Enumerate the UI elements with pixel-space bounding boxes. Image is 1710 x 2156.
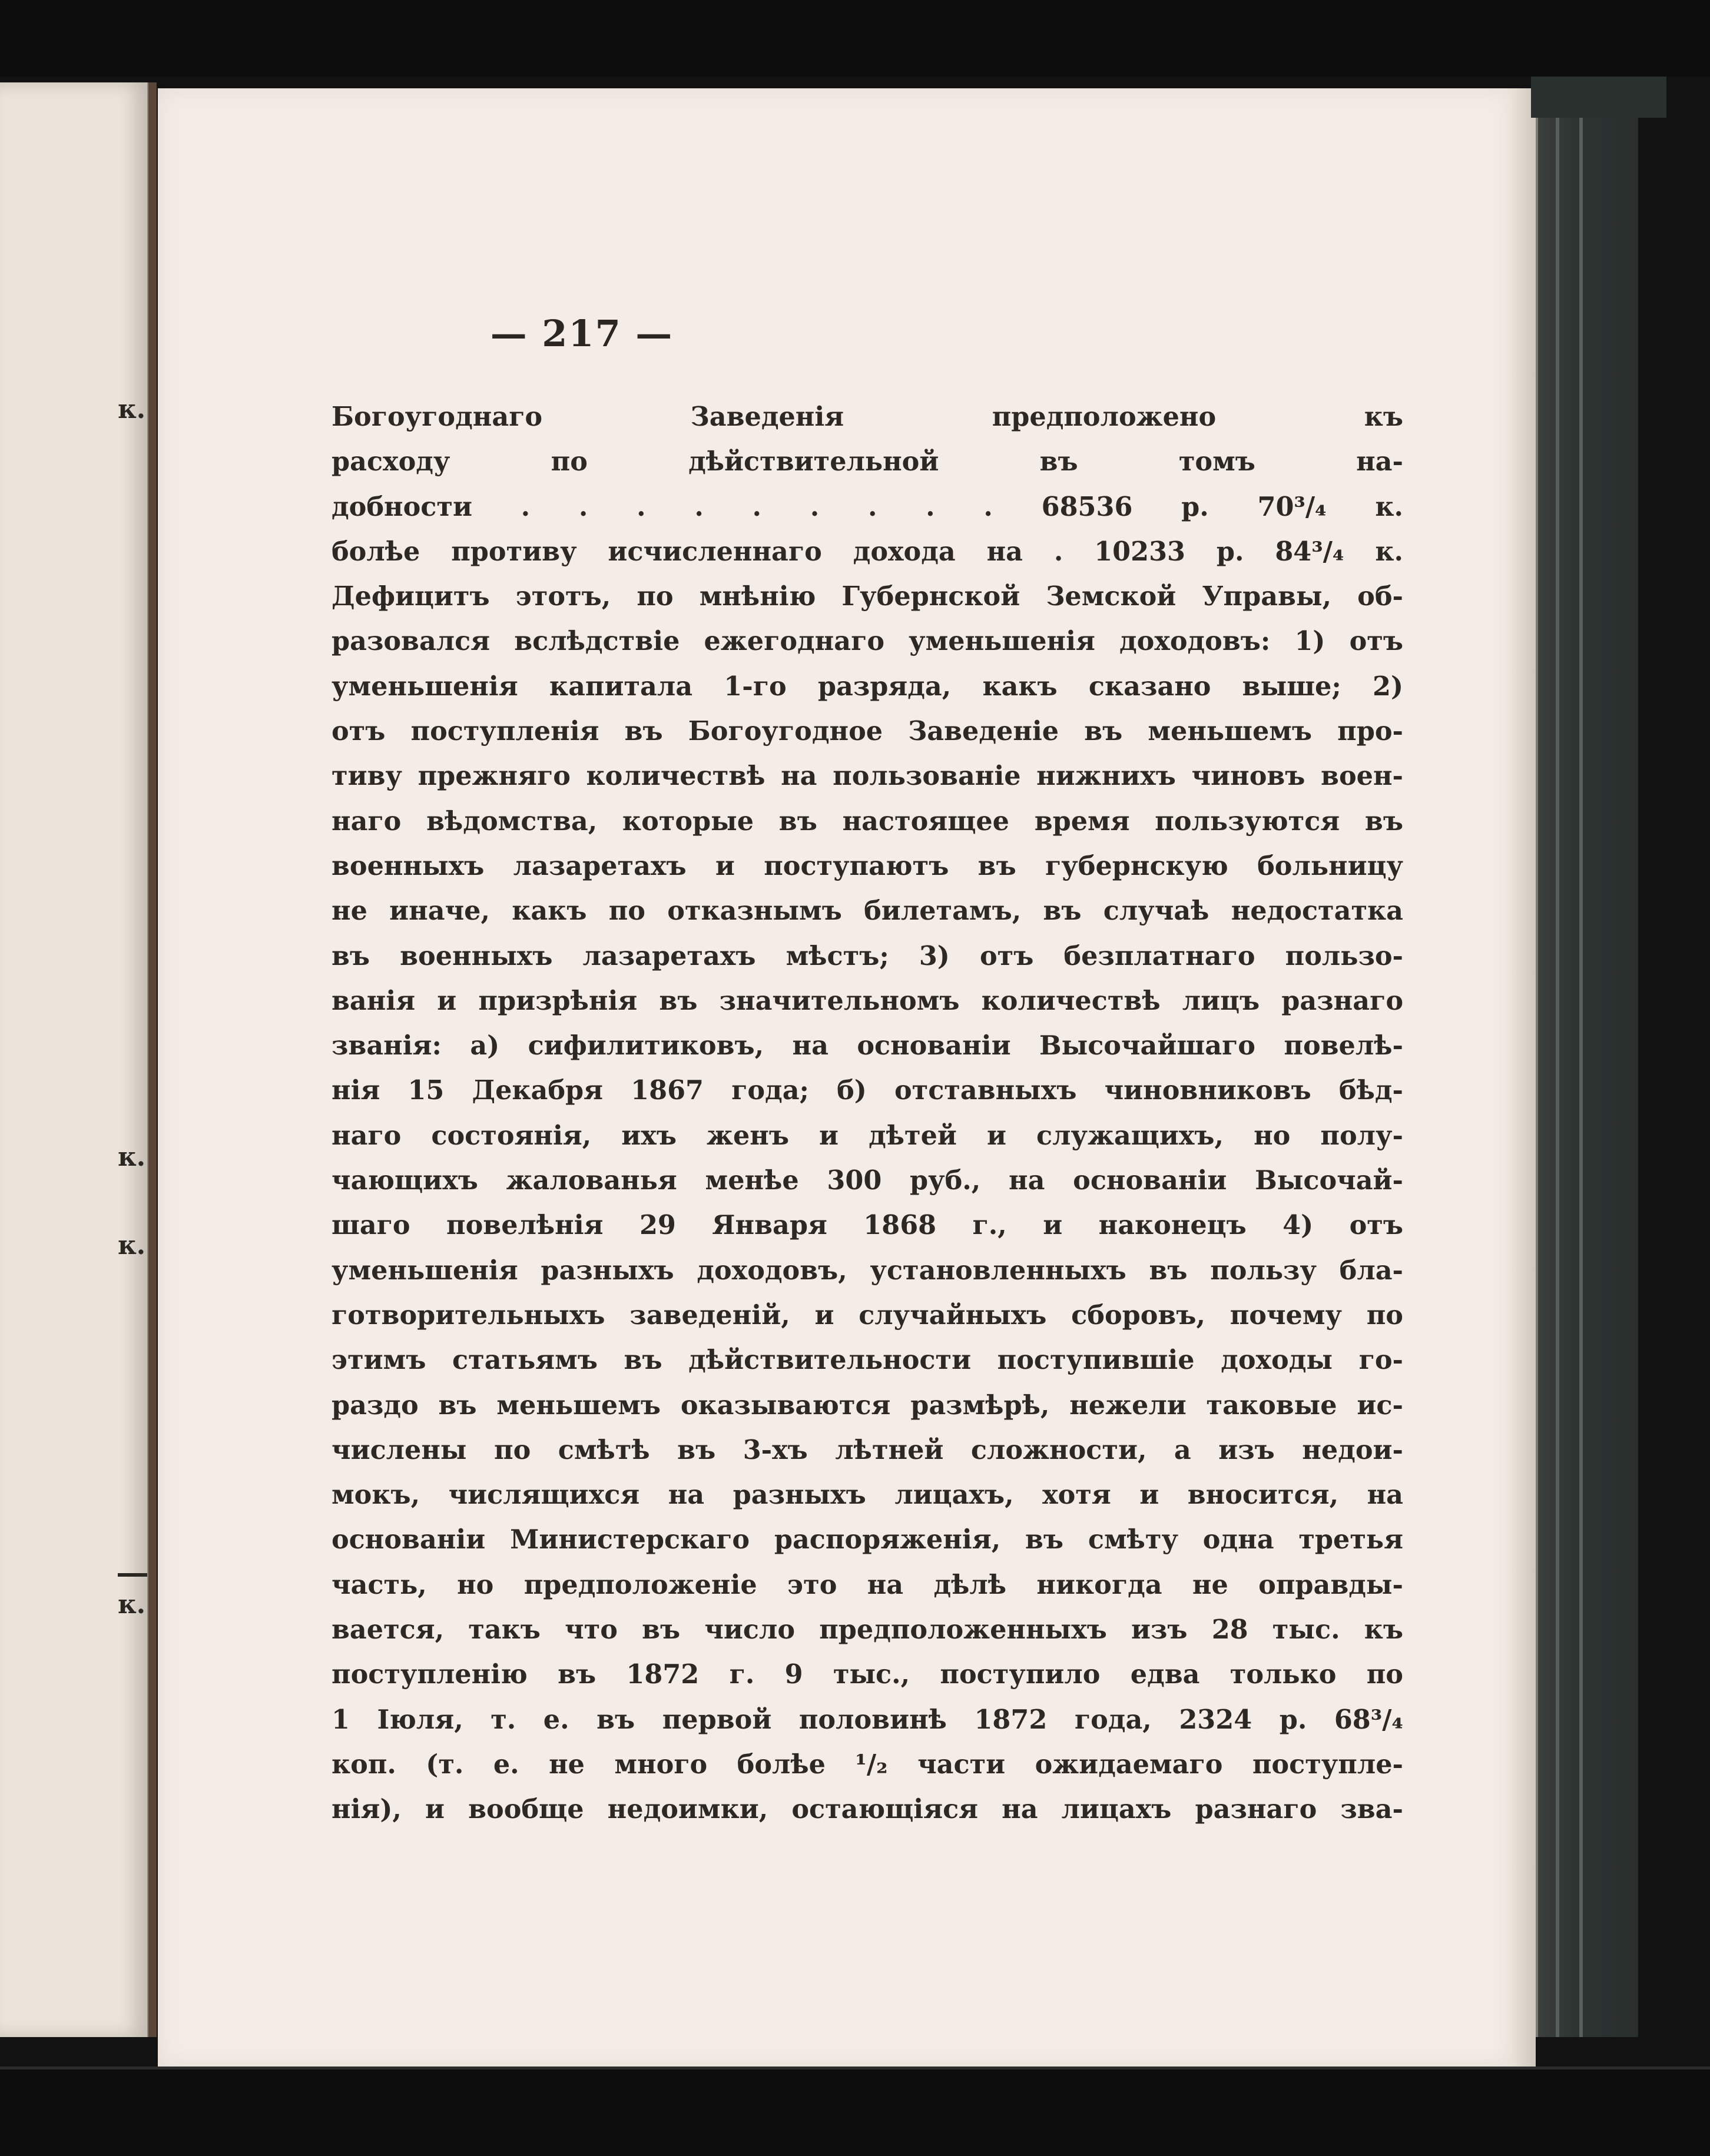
- text-line: ванія и призрѣнія въ значительномъ количествѣ лицъ разнаго: [332, 985, 1403, 1016]
- text-line: мокъ, числящихся на разныхъ лицахъ, хотя и вносится, на: [332, 1480, 1403, 1511]
- left-page: [0, 82, 151, 2037]
- text-line: нія 15 Декабря 1867 года; б) отставныхъ чиновниковъ бѣд-: [332, 1075, 1403, 1106]
- page-edge: [1512, 88, 1536, 2067]
- left-fragment: к.: [118, 1230, 146, 1261]
- document-page: [158, 88, 1512, 2067]
- text-line: числены по смѣтѣ въ 3-хъ лѣтней сложности, а изъ недои-: [332, 1434, 1403, 1465]
- spine-line: [1579, 118, 1583, 2037]
- bottom-background: [0, 2069, 1710, 2156]
- text-line: 1 Іюля, т. е. въ первой половинѣ 1872 года, 2324 р. 68³/₄: [332, 1704, 1403, 1735]
- text-line: званія: а) сифилитиковъ, на основаніи Высочайшаго повелѣ-: [332, 1030, 1403, 1062]
- text-line: раздо въ меньшемъ оказываются размѣрѣ, нежели таковые ис-: [332, 1389, 1403, 1421]
- text-line: шаго повелѣнія 29 Января 1868 г., и наконецъ 4) отъ: [332, 1210, 1403, 1241]
- book-cover-top: [1531, 77, 1666, 118]
- left-fragment: к.: [118, 1590, 146, 1620]
- text-line: Дефицитъ этотъ, по мнѣнію Губернской Земской Управы, об-: [332, 581, 1403, 612]
- text-line: тиву прежняго количествѣ на пользованіе нижнихъ чиновъ воен-: [332, 761, 1403, 792]
- left-rule: [118, 1573, 147, 1577]
- text-line: готворительныхъ заведеній, и случайныхъ сборовъ, почему по: [332, 1299, 1403, 1331]
- text-line: болѣе противу исчисленнаго дохода на . 10233 р. 84³/₄ к.: [332, 536, 1403, 567]
- text-line: часть, но предположеніе это на дѣлѣ никогда не оправды-: [332, 1569, 1403, 1600]
- text-line: наго состоянія, ихъ женъ и дѣтей и служащихъ, но полу-: [332, 1120, 1403, 1151]
- left-cover-edge: [148, 82, 157, 2037]
- text-line: этимъ статьямъ въ дѣйствительности поступившіе доходы го-: [332, 1345, 1403, 1376]
- text-line: военныхъ лазаретахъ и поступаютъ въ губернскую больницу: [332, 850, 1403, 881]
- text-line: уменьшенія капитала 1-го разряда, какъ сказано выше; 2): [332, 671, 1403, 702]
- text-line: вается, такъ что въ число предположенныхъ изъ 28 тыс. къ: [332, 1614, 1403, 1646]
- spine-line: [1556, 118, 1559, 2037]
- text-line: уменьшенія разныхъ доходовъ, установленныхъ въ пользу бла-: [332, 1255, 1403, 1286]
- text-line: коп. (т. е. не много болѣе ¹/₂ части ожидаемаго поступле-: [332, 1749, 1403, 1780]
- page-number: — 217 —: [490, 312, 674, 355]
- body-text: [332, 394, 1403, 1832]
- text-line: отъ поступленія въ Богоугодное Заведеніе въ меньшемъ про-: [332, 716, 1403, 747]
- left-fragment: к.: [118, 394, 146, 424]
- text-line: добности . . . . . . . . . 68536 р. 70³/₄ к.: [332, 491, 1403, 522]
- top-background: [0, 0, 1710, 77]
- text-line: чающихъ жалованья менѣе 300 руб., на основаніи Высочай-: [332, 1165, 1403, 1196]
- text-line: наго вѣдомства, которые въ настоящее время пользуются въ: [332, 805, 1403, 837]
- text-line: поступленію въ 1872 г. 9 тыс., поступило едва только по: [332, 1659, 1403, 1690]
- text-line: Богоугоднаго Заведенія предположено къ: [332, 402, 1403, 432]
- text-line: въ военныхъ лазаретахъ мѣстъ; 3) отъ безплатнаго пользо-: [332, 940, 1403, 971]
- text-line: расходу по дѣйствительной въ томъ на-: [332, 446, 1403, 477]
- text-line: нія), и вообще недоимки, остающіяся на лицахъ разнаго зва-: [332, 1794, 1403, 1825]
- left-fragment: к.: [118, 1142, 146, 1172]
- text-line: основаніи Министерскаго распоряженія, въ смѣту одна третья: [332, 1524, 1403, 1555]
- text-line: не иначе, какъ по отказнымъ билетамъ, въ случаѣ недостатка: [332, 895, 1403, 927]
- book-block: [1536, 118, 1638, 2037]
- text-line: разовался вслѣдствіе ежегоднаго уменьшенія доходовъ: 1) отъ: [332, 626, 1403, 657]
